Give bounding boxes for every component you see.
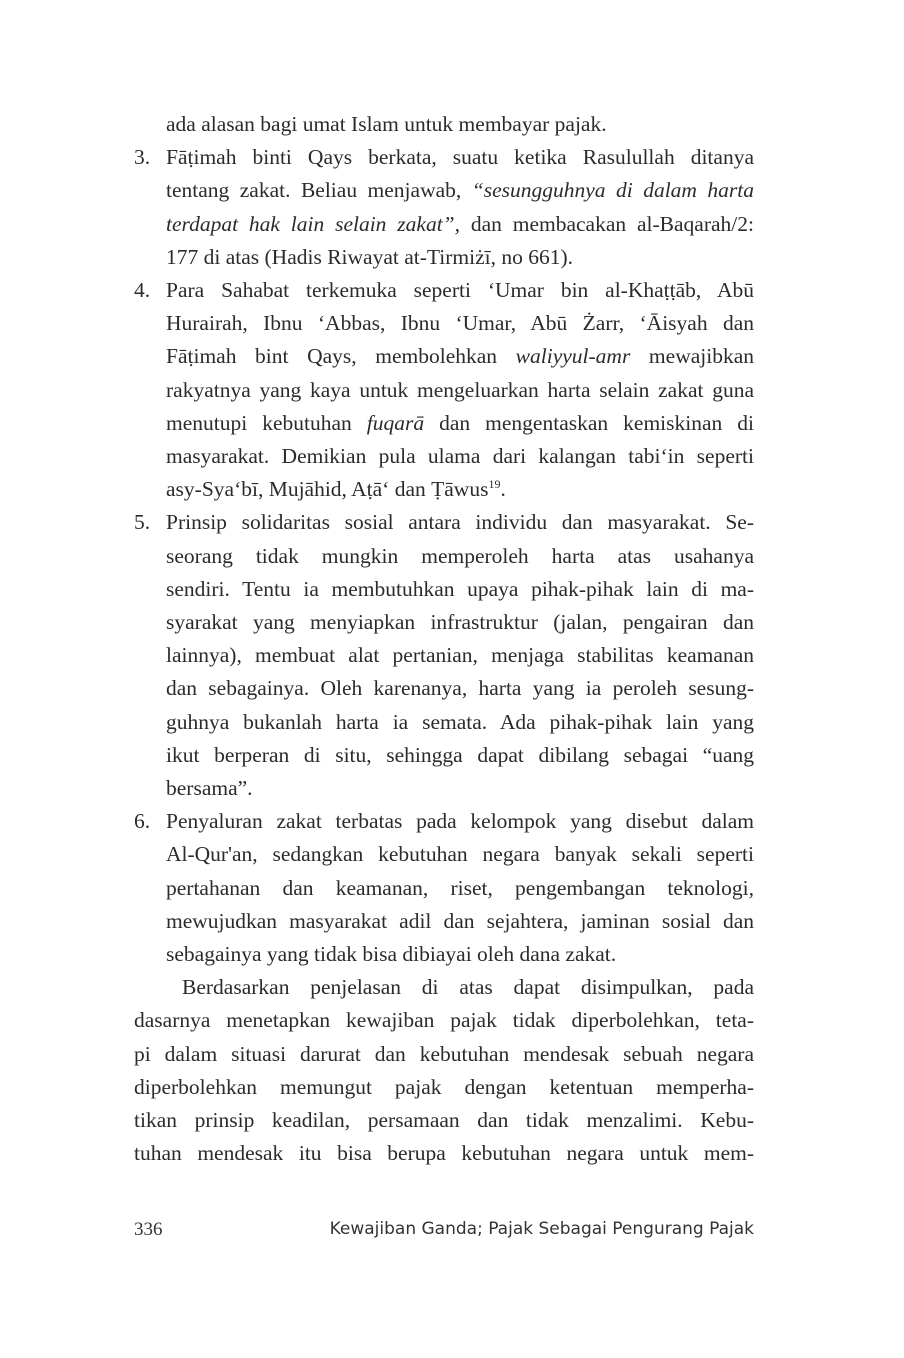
list-item-6-line bbox=[134, 805, 754, 838]
line-text: tentang zakat. Beliau menjawab, bbox=[166, 178, 472, 203]
line-text: Fāṭimah bint Qays, membolehkan bbox=[166, 344, 516, 369]
text-line: syarakat yang menyiapkan infrastruktur (jalan, pengairan dan bbox=[166, 610, 754, 635]
text-line: pertahanan dan keamanan, riset, pengembangan teknologi, bbox=[166, 875, 754, 900]
text-line bbox=[134, 473, 754, 506]
text-line: pi dalam situasi darurat dan kebutuhan mendesak sebuah negara bbox=[134, 1041, 754, 1066]
line-text: menutupi kebutuhan bbox=[166, 410, 367, 435]
italic-term: waliyyul-amr bbox=[515, 344, 631, 369]
line-text: dan mengentaskan kemiskinan di bbox=[424, 410, 754, 435]
italic-quote: “sesungguhnya di dalam harta bbox=[471, 178, 755, 203]
text-line: rakyatnya yang kaya untuk mengeluarkan harta selain zakat guna bbox=[166, 377, 754, 402]
text-line bbox=[134, 174, 754, 207]
line-text: Prinsip solidaritas sosial antara individu dan masyarakat. Se- bbox=[166, 510, 754, 535]
text-line: tuhan mendesak itu bisa berupa kebutuhan negara untuk mem- bbox=[134, 1141, 754, 1166]
list-number: 6. bbox=[134, 809, 151, 834]
text-line: ada alasan bagi umat Islam untuk membayar pajak. bbox=[166, 112, 607, 136]
text-line bbox=[134, 340, 754, 373]
line-text: Penyaluran zakat terbatas pada kelompok yang disebut dalam bbox=[166, 809, 754, 834]
page-number: 336 bbox=[134, 1219, 163, 1240]
page-footer bbox=[134, 1219, 754, 1241]
text-line: masyarakat. Demikian pula ulama dari kalangan tabi‘in seperti bbox=[166, 444, 754, 469]
text-line: dan sebagainya. Oleh karenanya, harta yang ia peroleh sesung- bbox=[166, 676, 754, 701]
text-line: guhnya bukanlah harta ia semata. Ada pihak-pihak lain yang bbox=[166, 709, 754, 734]
italic-quote: terdapat hak lain selain zakat”, bbox=[166, 211, 460, 236]
text-line: 177 di atas (Hadis Riwayat at-Tirmiżī, no 661). bbox=[166, 244, 574, 269]
text-line: seorang tidak mungkin memperoleh harta atas usahanya bbox=[166, 543, 754, 568]
body-text bbox=[134, 108, 754, 1171]
list-number: 4. bbox=[134, 278, 151, 303]
text-line: mewujudkan masyarakat adil dan sejahtera, jaminan sosial dan bbox=[166, 908, 754, 933]
list-number: 5. bbox=[134, 510, 151, 535]
line-text: Para Sahabat terkemuka seperti ‘Umar bin al-Khaṭṭāb, Abū bbox=[166, 278, 754, 303]
text-line: sebagainya yang tidak bisa dibiayai oleh dana zakat. bbox=[166, 942, 617, 967]
text-line bbox=[134, 208, 754, 241]
text-line: ikut berperan di situ, sehingga dapat dibilang sebagai “uang bbox=[166, 742, 754, 767]
text-line: sendiri. Tentu ia membutuhkan upaya pihak-pihak lain di ma- bbox=[166, 576, 754, 601]
line-text: asy-Sya‘bī, Mujāhid, Aṭā‘ dan Ṭāwus bbox=[166, 477, 489, 502]
line-text: Fāṭimah binti Qays berkata, suatu ketika Rasulullah ditanya bbox=[166, 145, 754, 170]
text-line bbox=[134, 407, 754, 440]
text-line: tikan prinsip keadilan, persamaan dan tidak menzalimi. Kebu- bbox=[134, 1108, 754, 1133]
line-text: mewajibkan bbox=[630, 344, 754, 369]
list-item-5-line bbox=[134, 506, 754, 539]
paragraph-first-line: Berdasarkan penjelasan di atas dapat disimpulkan, pada bbox=[182, 975, 754, 1000]
line-text: dan membacakan al-Baqarah/2: bbox=[460, 211, 754, 236]
text-line: Al-Qur'an, sedangkan kebutuhan negara banyak sekali seperti bbox=[166, 842, 754, 867]
list-number: 3. bbox=[134, 145, 151, 170]
line-text: . bbox=[500, 477, 506, 502]
text-line: diperbolehkan memungut pajak dengan ketentuan memperha- bbox=[134, 1074, 754, 1099]
text-line: lainnya), membuat alat pertanian, menjaga stabilitas keamanan bbox=[166, 643, 754, 668]
text-line: Hurairah, Ibnu ‘Abbas, Ibnu ‘Umar, Abū Żarr, ‘Āisyah dan bbox=[166, 311, 754, 336]
running-title: Kewajiban Ganda; Pajak Sebagai Pengurang Pajak bbox=[329, 1219, 754, 1239]
list-item-3-line bbox=[134, 141, 754, 174]
footnote-ref[interactable]: 19 bbox=[488, 477, 501, 492]
italic-term: fuqarā bbox=[366, 410, 425, 435]
text-line: dasarnya menetapkan kewajiban pajak tidak diperbolehkan, teta- bbox=[134, 1008, 754, 1033]
list-item-4-line bbox=[134, 274, 754, 307]
text-line: bersama”. bbox=[166, 776, 253, 801]
